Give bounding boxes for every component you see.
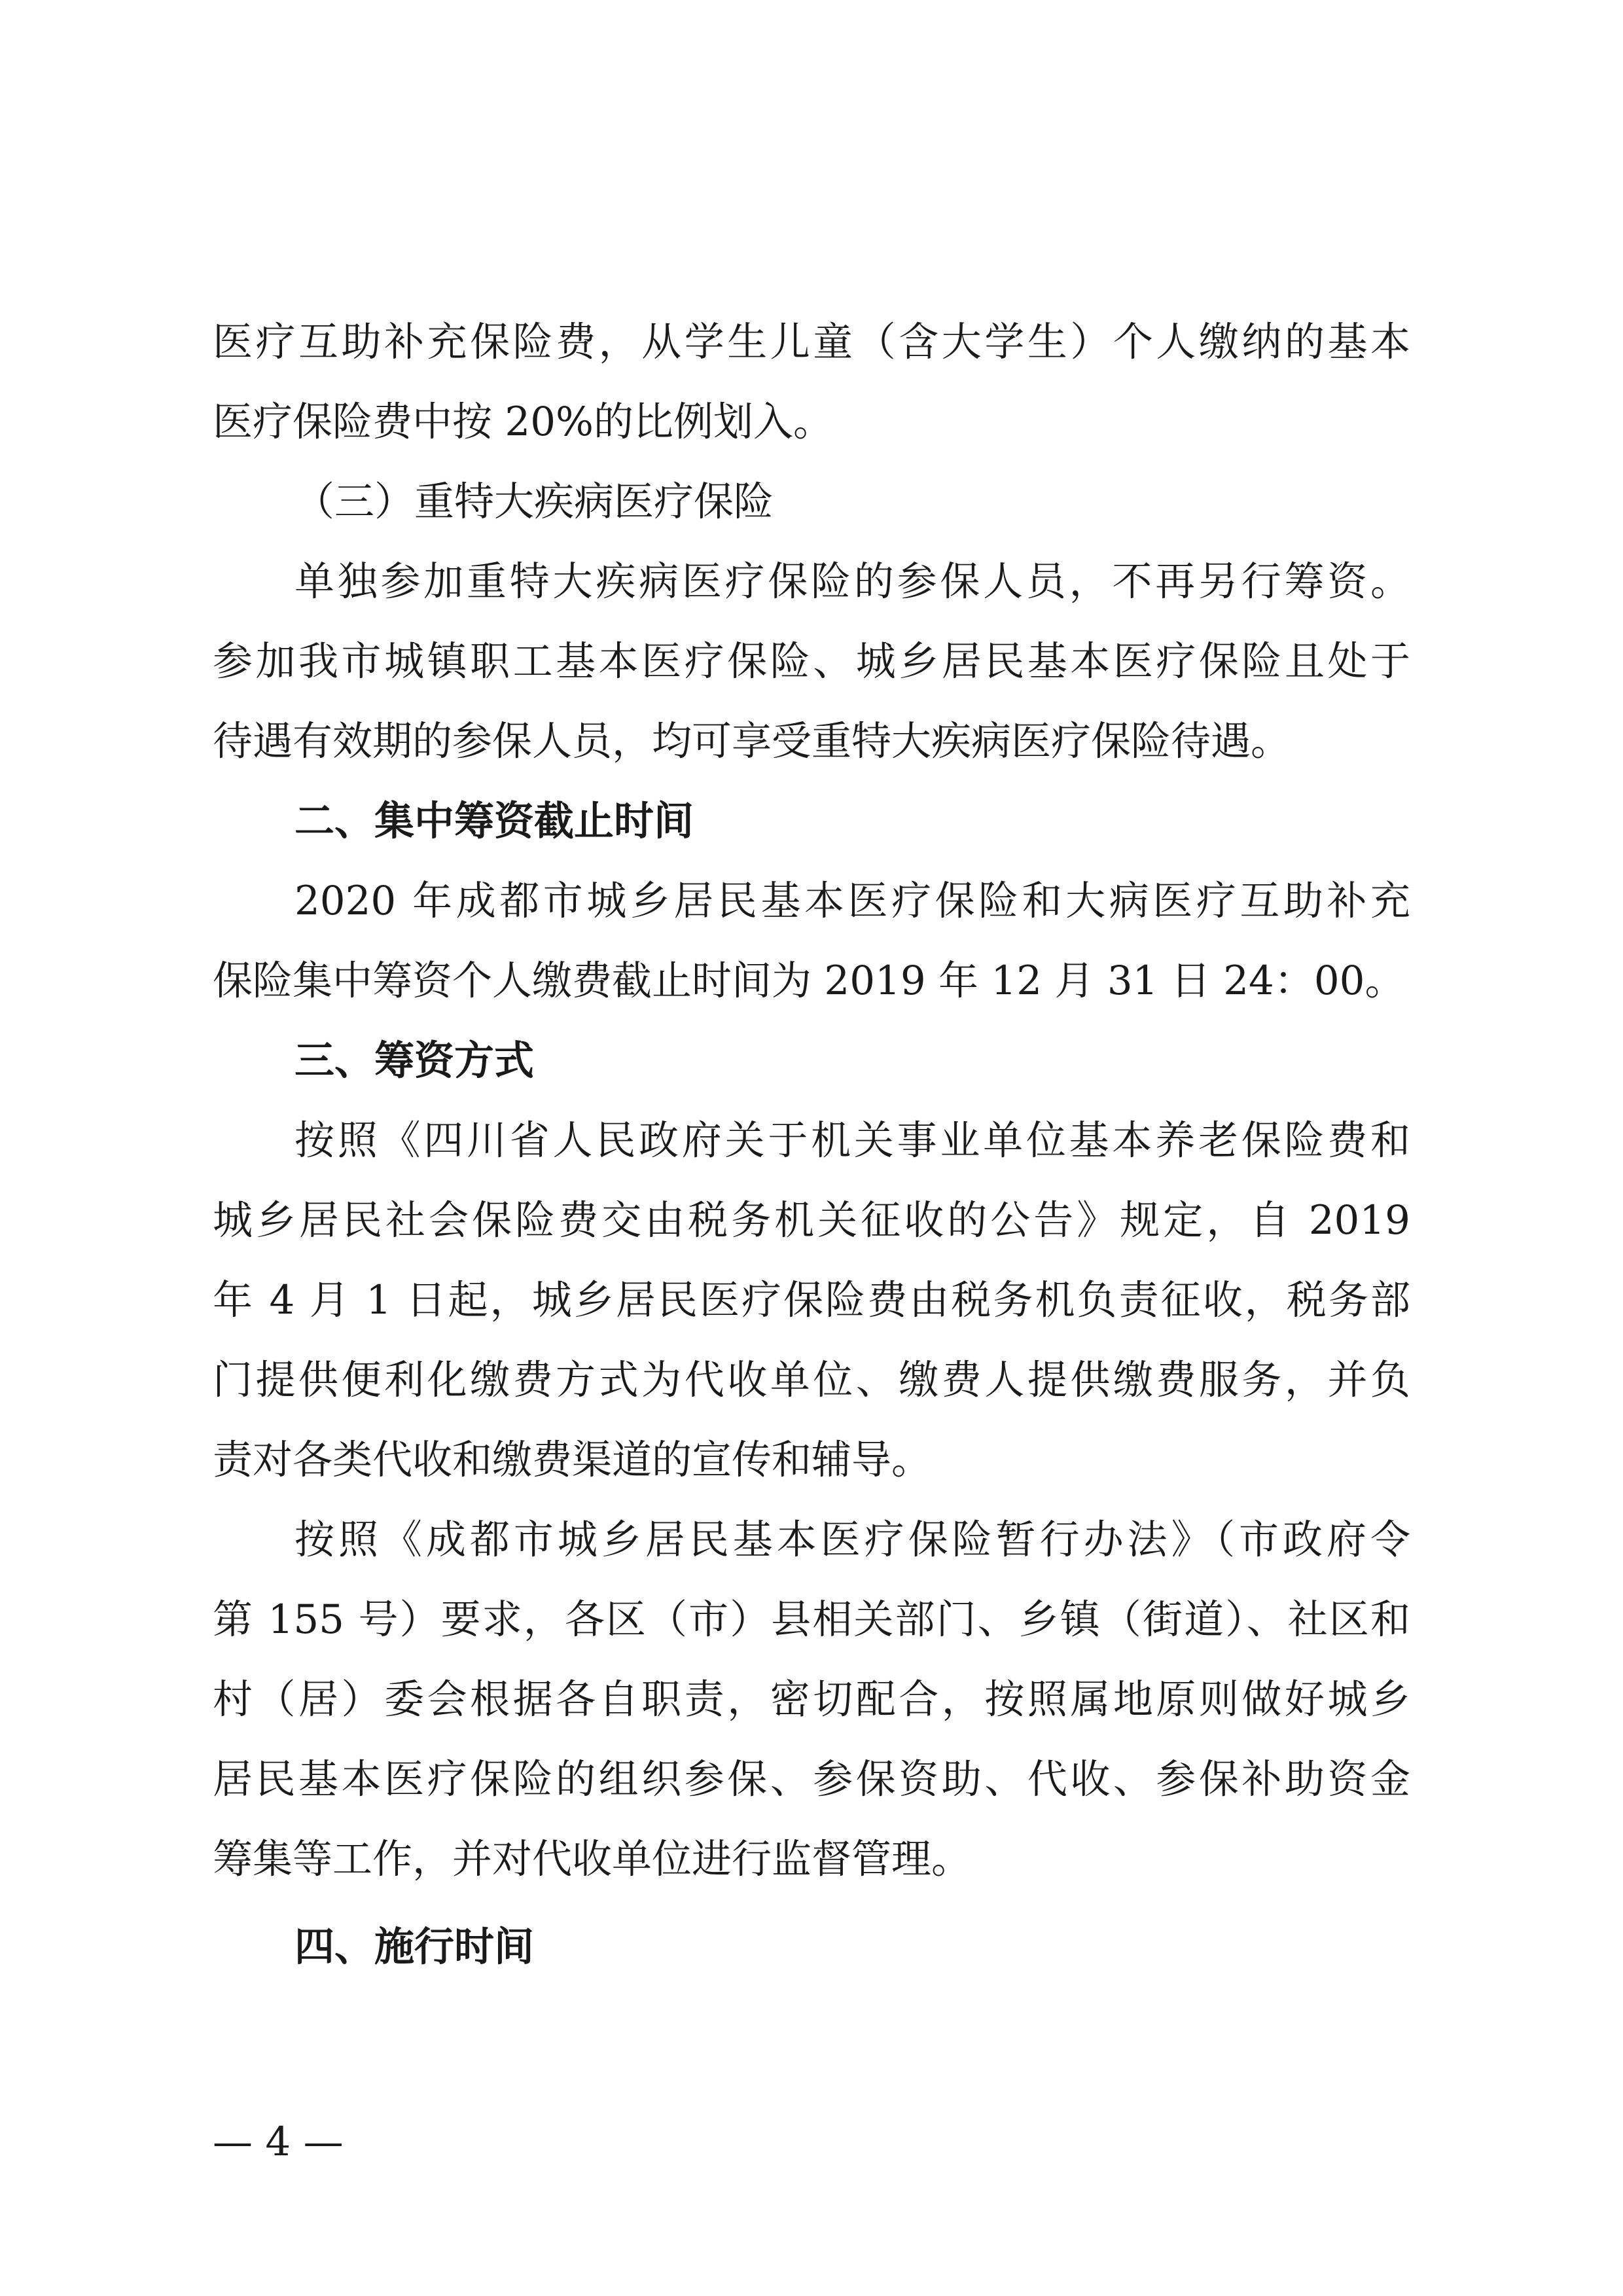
body-line: 单独参加重特大疾病医疗保险的参保人员，不再另行筹资。 xyxy=(294,558,1410,605)
body-line: 年 4 月 1 日起，城乡居民医疗保险费由税务机负责征收，税务部 xyxy=(213,1277,1410,1323)
section-heading: 二、集中筹资截止时间 xyxy=(294,798,694,844)
body-line: 医疗保险费中按 20%的比例划入。 xyxy=(213,399,833,445)
body-line: 参加我市城镇职工基本医疗保险、城乡居民基本医疗保险且处于 xyxy=(213,638,1410,685)
body-line: 保险集中筹资个人缴费截止时间为 2019 年 12 月 31 日 24：00。 xyxy=(213,958,1405,1004)
subsection-heading: （三）重特大疾病医疗保险 xyxy=(294,478,774,525)
body-line: 筹集等工作，并对代收单位进行监督管理。 xyxy=(213,1836,972,1882)
page-number: — 4 — xyxy=(213,2119,344,2165)
body-line: 居民基本医疗保险的组织参保、参保资助、代收、参保补助资金 xyxy=(213,1756,1410,1803)
body-line: 城乡居民社会保险费交由税务机关征收的公告》规定，自 2019 xyxy=(213,1197,1410,1244)
body-line: 按照《成都市城乡居民基本医疗保险暂行办法》（市政府令 xyxy=(294,1516,1410,1563)
section-heading: 三、筹资方式 xyxy=(294,1037,535,1084)
body-line: 医疗互助补充保险费，从学生儿童（含大学生）个人缴纳的基本 xyxy=(213,319,1410,365)
body-line: 待遇有效期的参保人员，均可享受重特大疾病医疗保险待遇。 xyxy=(213,718,1291,764)
body-line: 村（居）委会根据各自职责，密切配合，按照属地原则做好城乡 xyxy=(213,1676,1410,1723)
section-heading: 四、施行时间 xyxy=(294,1924,535,1970)
body-line: 2020 年成都市城乡居民基本医疗保险和大病医疗互助补充 xyxy=(294,878,1410,924)
body-line: 第 155 号）要求，各区（市）县相关部门、乡镇（街道）、社区和 xyxy=(213,1596,1410,1643)
body-line: 门提供便利化缴费方式为代收单位、缴费人提供缴费服务，并负 xyxy=(213,1357,1410,1403)
body-line: 责对各类代收和缴费渠道的宣传和辅导。 xyxy=(213,1437,932,1483)
body-line: 按照《四川省人民政府关于机关事业单位基本养老保险费和 xyxy=(294,1117,1410,1164)
